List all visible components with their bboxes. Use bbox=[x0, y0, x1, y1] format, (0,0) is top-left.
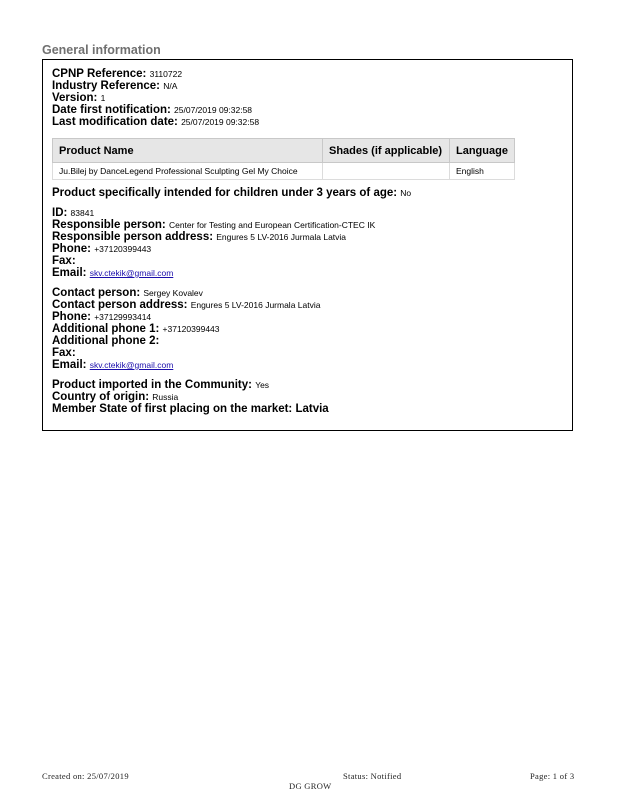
rp-fax-label: Fax: bbox=[52, 255, 76, 267]
version-label: Version: bbox=[52, 92, 98, 104]
additional-phone-1 bbox=[52, 323, 563, 335]
children-under-3-label: Product specifically intended for children under 3 years of age: bbox=[52, 187, 398, 199]
additional-phone-2-label: Additional phone 2: bbox=[52, 335, 160, 347]
last-modification-date-label: Last modification date: bbox=[52, 116, 178, 128]
contact-person-value: Sergey Kovalev bbox=[143, 288, 203, 298]
version-value: 1 bbox=[100, 93, 106, 103]
responsible-id bbox=[52, 207, 563, 219]
imported-label: Product imported in the Community: bbox=[52, 379, 252, 391]
industry-reference bbox=[52, 80, 563, 92]
product-table-header-row bbox=[53, 139, 515, 163]
header-language: Language bbox=[450, 139, 515, 163]
general-information-box bbox=[42, 59, 573, 431]
product-table bbox=[52, 138, 515, 180]
last-modification-date bbox=[52, 116, 563, 128]
date-first-notification bbox=[52, 104, 563, 116]
cp-fax-label: Fax: bbox=[52, 347, 76, 359]
footer-created-on: Created on: 25/07/2019 bbox=[42, 771, 129, 781]
table-row bbox=[53, 163, 515, 180]
cpnp-reference-value: 3110722 bbox=[149, 69, 183, 79]
rp-phone-value: +37120399443 bbox=[94, 244, 152, 254]
responsible-person-address bbox=[52, 231, 563, 243]
contact-person bbox=[52, 287, 563, 299]
responsible-person-address-value: Engures 5 LV-2016 Jurmala Latvia bbox=[216, 232, 347, 242]
cp-email-label: Email: bbox=[52, 359, 87, 371]
additional-phone-1-value: +37120399443 bbox=[162, 324, 220, 334]
date-first-notification-value: 25/07/2019 09:32:58 bbox=[174, 105, 253, 115]
rp-fax bbox=[52, 255, 563, 267]
footer-dg-grow: DG GROW bbox=[289, 781, 332, 791]
contact-person-address-label: Contact person address: bbox=[52, 299, 188, 311]
children-under-3 bbox=[52, 187, 563, 199]
rp-phone-label: Phone: bbox=[52, 243, 91, 255]
cp-email-link[interactable]: skv.ctekik@gmail.com bbox=[89, 360, 174, 370]
id-value: 83841 bbox=[70, 208, 95, 218]
rp-email bbox=[52, 267, 563, 279]
version bbox=[52, 92, 563, 104]
language-cell: English bbox=[450, 163, 515, 180]
imported-value: Yes bbox=[255, 380, 270, 390]
header-product-name: Product Name bbox=[53, 139, 323, 163]
children-under-3-value: No bbox=[400, 188, 412, 198]
section-title: General information bbox=[42, 43, 161, 57]
responsible-person-label: Responsible person: bbox=[52, 219, 166, 231]
product-name-cell: Ju.Bilej by DanceLegend Professional Sculpting Gel My Choice bbox=[53, 163, 323, 180]
responsible-person-address-label: Responsible person address: bbox=[52, 231, 214, 243]
footer-page-number: Page: 1 of 3 bbox=[530, 771, 575, 781]
header-shades: Shades (if applicable) bbox=[323, 139, 450, 163]
contact-person-address bbox=[52, 299, 563, 311]
imported bbox=[52, 379, 563, 391]
industry-reference-label: Industry Reference: bbox=[52, 80, 161, 92]
cpnp-reference bbox=[52, 68, 563, 80]
country-of-origin-value: Russia bbox=[152, 392, 179, 402]
rp-email-label: Email: bbox=[52, 267, 87, 279]
member-state-label: Member State of first placing on the market: bbox=[52, 403, 293, 415]
cp-phone-label: Phone: bbox=[52, 311, 91, 323]
id-label: ID: bbox=[52, 207, 68, 219]
date-first-notification-label: Date first notification: bbox=[52, 104, 171, 116]
country-of-origin bbox=[52, 391, 563, 403]
cp-phone bbox=[52, 311, 563, 323]
contact-person-address-value: Engures 5 LV-2016 Jurmala Latvia bbox=[190, 300, 321, 310]
member-state bbox=[52, 403, 563, 415]
member-state-value: Latvia bbox=[295, 403, 329, 415]
footer-status: Status: Notified bbox=[343, 771, 402, 781]
shades-cell bbox=[323, 163, 450, 180]
cpnp-reference-label: CPNP Reference: bbox=[52, 68, 147, 80]
cp-email bbox=[52, 359, 563, 371]
industry-reference-value: N/A bbox=[163, 81, 178, 91]
rp-phone bbox=[52, 243, 563, 255]
additional-phone-1-label: Additional phone 1: bbox=[52, 323, 160, 335]
responsible-person-value: Center for Testing and European Certification-CTEC IK bbox=[168, 220, 376, 230]
responsible-person bbox=[52, 219, 563, 231]
cp-fax bbox=[52, 347, 563, 359]
country-of-origin-label: Country of origin: bbox=[52, 391, 150, 403]
last-modification-date-value: 25/07/2019 09:32:58 bbox=[181, 117, 260, 127]
rp-email-link[interactable]: skv.ctekik@gmail.com bbox=[89, 268, 174, 278]
contact-person-label: Contact person: bbox=[52, 287, 141, 299]
cp-phone-value: +37129993414 bbox=[94, 312, 152, 322]
additional-phone-2 bbox=[52, 335, 563, 347]
